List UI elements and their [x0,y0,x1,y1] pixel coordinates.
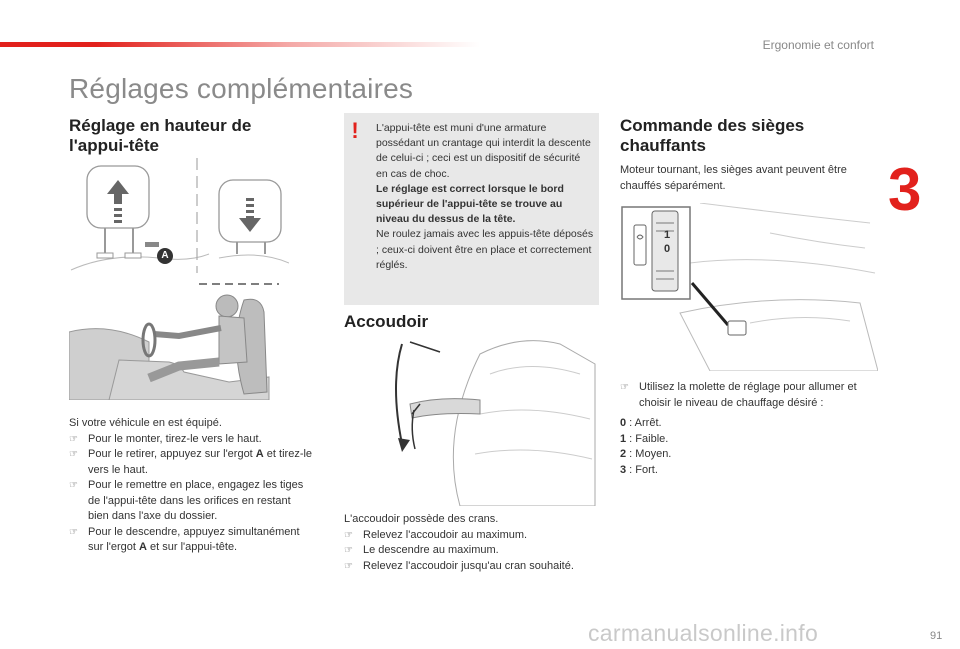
headrest-step [69,525,314,556]
dial-label: 1 [663,229,671,241]
level-num: 0 [620,417,627,429]
warning-emphasis: Le réglage est correct lorsque le bord supérieur de l'appui-tête se trouve au niveau du dessus de la tête. [376,182,564,226]
headrest-heading: Réglage en hauteur de l'appui-tête [69,116,252,155]
headrest-step [69,432,314,448]
armrest-step: ☞ Le descendre au maximum. [344,543,604,559]
heating-levels-list [620,416,820,478]
step-bold: A [139,541,147,553]
warning-para: L'appui-tête est muni d'une armature possédant un crantage qui interdit la descente de celui-ci ; ceci est un dispositif de sécurité en cas de choc. [376,122,591,180]
step-text: Pour le monter, tirez-le vers le haut. [88,432,262,445]
warning-para: Ne roulez jamais avec les appuis-tête déposés ; ceux-ci doivent être en place et correctement réglés. [376,228,594,271]
armrest-step: ☞ Relevez l'accoudoir au maximum. [344,528,604,544]
headrest-intro: Si votre véhicule en est équipé. [69,417,222,429]
warning-text [376,121,594,273]
warning-exclamation-icon: ! [351,118,359,143]
heated-seats-step: ☞ Utilisez la molette de réglage pour allumer et choisir le niveau de chauffage désiré : [620,380,878,411]
armrest-intro: L'accoudoir possède des crans. [344,513,499,525]
dial-label: 0 [663,243,671,255]
heated-seats-heading: Commande des sièges chauffants [620,116,805,155]
level-num: 2 [620,448,627,460]
armrest-step: ☞ Relevez l'accoudoir jusqu'au cran souhaité. [344,559,604,575]
level-label: : Faible. [626,432,669,445]
driver-seating-illustration [69,282,279,400]
level-num: 3 [620,463,627,476]
headrest-instructions [69,416,314,556]
heated-seats-instruction [620,380,878,411]
armrest-illustration [380,334,600,506]
level-item [620,416,820,432]
level-label: : Arrêt. [626,417,662,429]
page-number: 91 [930,630,943,642]
level-item [620,447,820,463]
step-text: Pour le retirer, appuyez sur l'ergot [88,448,256,460]
callout-a-badge: A [157,248,173,264]
armrest-instructions [344,512,604,574]
section-title: Ergonomie et confort [762,38,874,52]
step-text: et sur l'appui-tête. [146,541,238,553]
chapter-number: 3 [888,156,922,223]
step-text: Pour le descendre, appuyez simultanément sur l'ergot [88,525,300,553]
level-label: : Moyen. [626,448,672,460]
level-label: : Fort. [626,463,658,476]
step-text: et tirez-le vers le haut. [88,448,313,476]
headrest-step [69,478,314,525]
watermark-link[interactable]: carmanualsonline.info [588,620,819,646]
heated-seats-intro: Moteur tournant, les sièges avant peuvent être chauffés séparément. [620,164,847,192]
header-accent-bar [0,42,480,47]
step-text: Pour le remettre en place, engagez les tiges de l'appui-tête dans les orifices en restant bien dans l'axe du dossier. [88,479,304,522]
level-item [620,432,820,448]
headrest-adjust-illustration [69,158,289,283]
step-bold: A [255,448,264,460]
level-item [620,463,820,479]
armrest-heading: Accoudoir [344,312,429,331]
headrest-step [69,447,314,478]
level-num: 1 [620,432,627,445]
page-title: Réglages complémentaires [69,73,414,104]
